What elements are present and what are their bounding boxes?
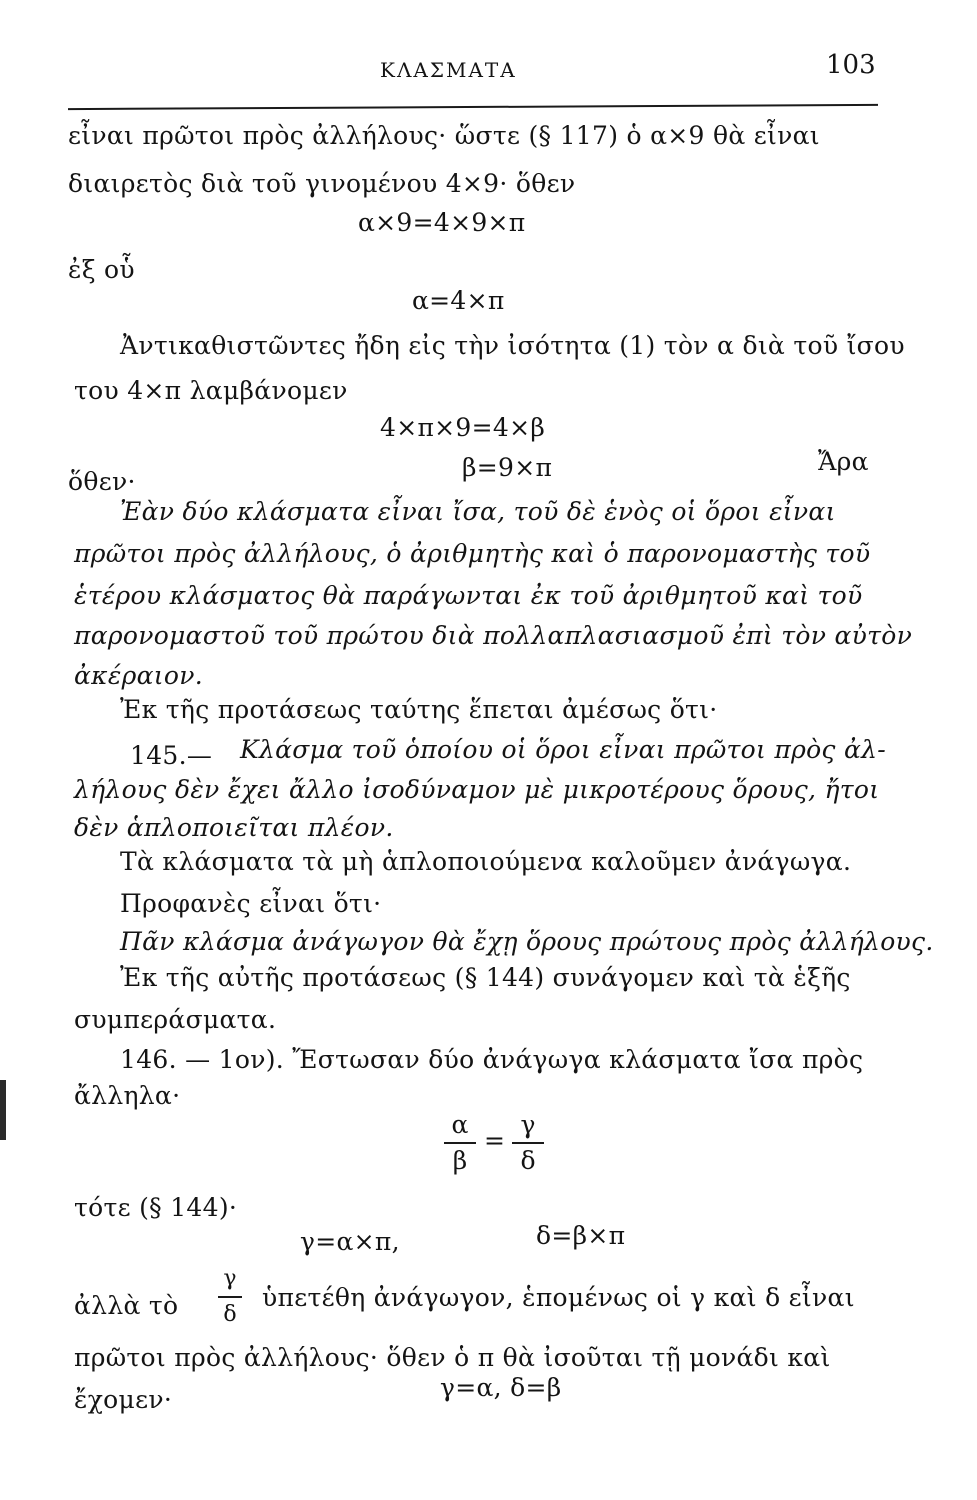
fraction-bar <box>512 1142 544 1144</box>
page-number: 103 <box>826 50 876 80</box>
text-line-7: του 4×π λαμβάνομεν <box>74 376 348 405</box>
theorem-145-line-2: λήλους δὲν ἔχει ἄλλο ἰσοδύναμον μὲ μικροτέρους ὅρους, ἤτοι <box>74 775 880 804</box>
scan-edge-mark <box>0 1080 6 1140</box>
section-145-number: 145.— <box>130 741 213 770</box>
text-line-4: ἐξ οὗ <box>68 255 135 284</box>
theorem-line-2: πρῶτοι πρὸς ἀλλήλους, ὁ ἀριθμητὴς καὶ ὁ παρονομαστὴς τοῦ <box>74 539 871 568</box>
theorem-line-3: ἑτέρου κλάσματος θὰ παράγωνται ἐκ τοῦ ἀριθμητοῦ καὶ τοῦ <box>74 581 863 610</box>
text-line-9c: Ἄρα <box>818 447 869 476</box>
text-line-29: πρῶτοι πρὸς ἀλλήλους· ὅθεν ὁ π θὰ ἰσοῦται τῇ μονάδι καὶ <box>74 1343 831 1372</box>
fraction-numerator: α <box>451 1110 469 1139</box>
theorem-145-line-1: Κλάσμα τοῦ ὁποίου οἱ ὅροι εἶναι πρῶτοι πρὸς ἀλ- <box>240 735 887 764</box>
equation-2: α=4×π <box>412 286 505 315</box>
fraction-numerator: γ <box>520 1110 536 1139</box>
theorem-line-21: Πᾶν κλάσμα ἀνάγωγον θὰ ἔχῃ ὅρους πρώτους πρὸς ἀλλήλους. <box>120 927 934 956</box>
theorem-line-5: ἀκέραιον. <box>74 661 203 690</box>
theorem-line-4: παρονομαστοῦ τοῦ πρώτου διὰ πολλαπλασιασμοῦ ἐπὶ τὸν αὐτὸν <box>74 621 913 650</box>
fraction-gamma-delta <box>510 1110 546 1176</box>
fraction-bar <box>218 1296 242 1298</box>
equation-1: α×9=4×9×π <box>358 208 526 237</box>
text-line-19: Τὰ κλάσματα τὰ μὴ ἁπλοποιούμενα καλοῦμεν ἀνάγωγα. <box>120 847 852 876</box>
fraction-numerator: γ <box>223 1266 237 1291</box>
section-146-line: 146. — 1ον). Ἔστωσαν δύο ἀνάγωγα κλάσματα ἴσα πρὸς <box>120 1045 864 1074</box>
fraction-denominator: β <box>452 1146 468 1175</box>
theorem-line-1: Ἐὰν δύο κλάσματα εἶναι ἴσα, τοῦ δὲ ἑνὸς οἱ ὅροι εἶναι <box>120 497 836 526</box>
equation-4: β=9×π <box>462 453 553 482</box>
equation-delta: δ=β×π <box>536 1221 626 1250</box>
fraction-bar <box>444 1142 476 1144</box>
fraction-denominator: δ <box>223 1302 237 1327</box>
text-line-9a: ὅθεν· <box>68 467 136 496</box>
inline-fraction-gamma-delta <box>216 1264 244 1330</box>
text-line-25: ἄλληλα· <box>74 1081 181 1110</box>
text-line-28b: ὑπετέθη ἀνάγωγον, ἑπομένως οἱ γ καὶ δ εἶναι <box>262 1283 855 1312</box>
equals-sign: = <box>484 1126 505 1155</box>
theorem-145-line-3: δὲν ἁπλοποιεῖται πλέον. <box>74 813 394 842</box>
equation-3: 4×π×9=4×β <box>380 413 546 442</box>
equation-final: γ=α, δ=β <box>440 1373 562 1402</box>
text-line-26: τότε (§ 144)· <box>74 1193 238 1222</box>
text-line-1: εἶναι πρῶτοι πρὸς ἀλλήλους· ὥστε (§ 117) ὁ α×9 θὰ εἶναι <box>68 121 820 150</box>
text-line-22: Ἐκ τῆς αὐτῆς προτάσεως (§ 144) συνάγομεν καὶ τὰ ἑξῆς <box>120 963 851 992</box>
fraction-denominator: δ <box>520 1146 536 1175</box>
text-line-15: Ἐκ τῆς προτάσεως ταύτης ἕπεται ἀμέσως ὅτι· <box>120 695 718 724</box>
text-line-2: διαιρετὸς διὰ τοῦ γινομένου 4×9· ὅθεν <box>68 169 576 198</box>
equation-gamma: γ=α×π, <box>300 1227 400 1256</box>
text-line-28a: ἀλλὰ τὸ <box>74 1291 179 1320</box>
fraction-alpha-beta <box>442 1110 478 1176</box>
text-line-6: Ἀντικαθιστῶντες ἤδη εἰς τὴν ἰσότητα (1) τὸν α διὰ τοῦ ἴσου <box>120 331 905 360</box>
running-header: ΚΛΑΣΜΑΤΑ <box>380 58 517 82</box>
header-rule <box>68 104 878 110</box>
text-line-30a: ἔχομεν· <box>74 1385 173 1414</box>
text-line-20: Προφανὲς εἶναι ὅτι· <box>120 889 382 918</box>
text-line-23: συμπεράσματα. <box>74 1005 277 1034</box>
